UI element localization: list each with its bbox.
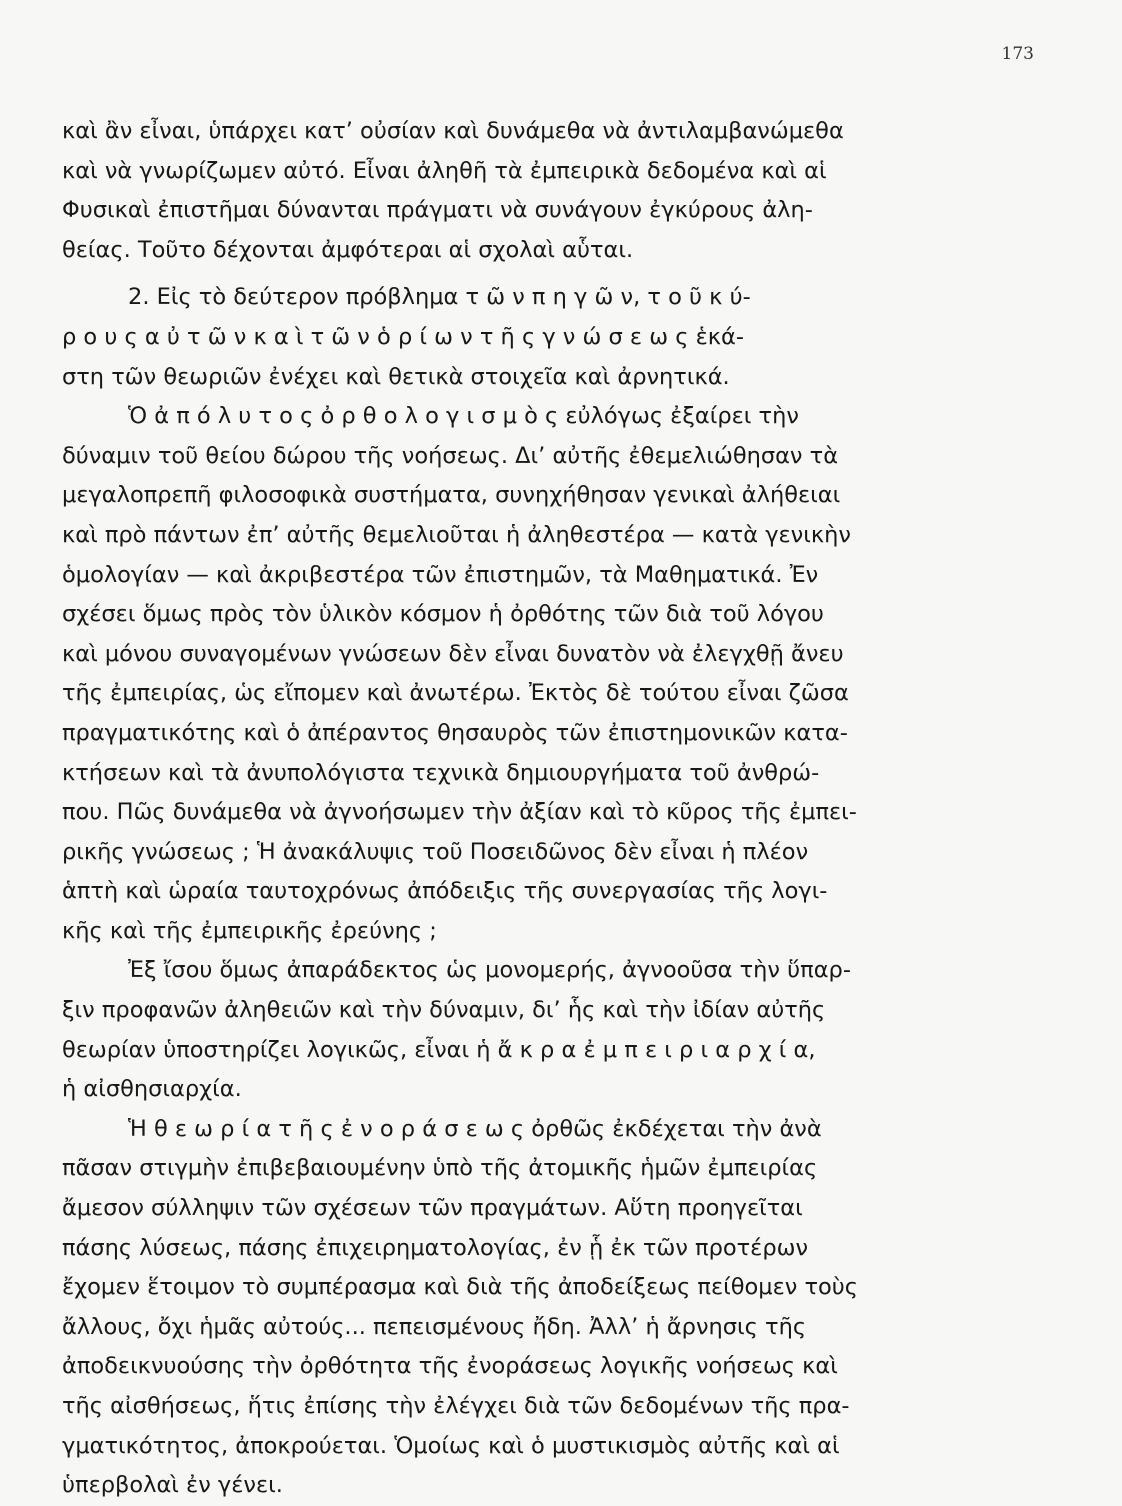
text-line: που. Πῶς δυνάμεθα νὰ ἀγνοήσωμεν τὴν ἀξίαν καὶ τὸ κῦρος τῆς ἐμπει- [62,799,857,826]
text-line: ἁπτὴ καὶ ὡραία ταυτοχρόνως ἀπόδειξις τῆς συνεργασίας τῆς λογι- [62,878,828,905]
text-line: καὶ πρὸ πάντων ἐπ’ αὐτῆς θεμελιοῦται ἡ ἀληθεστέρα — κατὰ γενικὴν [62,521,851,548]
text-line: ἄλλους, ὄχι ἡμᾶς αὐτούς... πεπεισμένους ἤδη. Ἀλλ’ ἡ ἄρνησις τῆς [62,1313,807,1340]
text-line: καὶ μόνου συναγομένων γνώσεων δὲν εἶναι δυνατὸν νὰ ἐλεγχθῇ ἄνευ [62,640,844,667]
text-line: δύναμιν τοῦ θείου δώρου τῆς νοήσεως. Δι’ αὐτῆς ἐθεμελιώθησαν τὰ [62,442,839,469]
text-line: τῆς αἰσθήσεως, ἥτις ἐπίσης τὴν ἐλέγχει διὰ τῶν δεδομένων τῆς πρα- [62,1393,850,1419]
text-line: καὶ νὰ γνωρίζωμεν αὐτό. Εἶναι ἀληθῆ τὰ ἐμπειρικὰ δεδομένα καὶ αἱ [62,157,827,184]
text-line: στη τῶν θεωριῶν ἐνέχει καὶ θετικὰ στοιχεῖα καὶ ἀρνητικά. [62,363,730,390]
text-line: πάσης λύσεως, πάσης ἐπιχειρηματολογίας, ἐν ᾗ ἐκ τῶν προτέρων [62,1234,809,1261]
paragraph-start-line: Ἡ θ ε ω ρ ί α τ ῆ ς ἐ ν ο ρ ά σ ε ω ς ὀρθῶς ἐκδέχεται τὴν ἀνὰ [128,1115,822,1142]
text-line: Φυσικαὶ ἐπιστῆμαι δύνανται πράγματι νὰ συνάγουν ἐγκύρους ἀλη- [62,197,813,224]
text-line: θεωρίαν ὑποστηρίζει λογικῶς, εἶναι ἡ ἄ κ ρ α ἐ μ π ε ι ρ ι α ρ χ ί α, [62,1036,816,1063]
text-line: γματικότητος, ἀποκρούεται. Ὁμοίως καὶ ὁ μυστικισμὸς αὐτῆς καὶ αἱ [62,1432,840,1459]
text-line: ρικῆς γνώσεως ; Ἡ ἀνακάλυψις τοῦ Ποσειδῶνος δὲν εἶναι ἡ πλέον [62,838,809,865]
text-line: ρ ο υ ς α ὐ τ ῶ ν κ α ὶ τ ῶ ν ὁ ρ ί ω ν τ ῆ ς γ ν ώ σ ε ω ς ἑκά- [62,323,744,350]
text-line: πραγματικότης καὶ ὁ ἀπέραντος θησαυρὸς τῶν ἐπιστημονικῶν κατα- [62,719,848,746]
text-line: κῆς καὶ τῆς ἐμπειρικῆς ἐρεύνης ; [62,917,437,944]
paragraph-start-line: Ὁ ἀ π ό λ υ τ ο ς ὀ ρ θ ο λ ο γ ι σ μ ὸ ς εὐλόγως ἐξαίρει τὴν [128,403,799,430]
text-line: ὁμολογίαν — καὶ ἀκριβεστέρα τῶν ἐπιστημῶν, τὰ Μαθηματικά. Ἐν [62,561,819,588]
text-line: ὑπερβολαὶ ἐν γένει. [62,1472,283,1499]
text-line: ἡ αἰσθησιαρχία. [62,1076,242,1103]
text-line: πᾶσαν στιγμὴν ἐπιβεβαιουμένην ὑπὸ τῆς ἀτομικῆς ἡμῶν ἐμπειρίας [62,1155,818,1182]
text-line: ἄμεσον σύλληψιν τῶν σχέσεων τῶν πραγμάτων. Αὕτη προηγεῖται [62,1195,803,1222]
text-line: σχέσει ὅμως πρὸς τὸν ὑλικὸν κόσμον ἡ ὀρθότης τῶν διὰ τοῦ λόγου [62,601,824,628]
text-line: ἀποδεικνυούσης τὴν ὀρθότητα τῆς ἐνοράσεως λογικῆς νοήσεως καὶ [62,1353,838,1380]
text-body [62,112,1062,1506]
page-number: 173 [1001,44,1034,64]
text-line: καὶ ἂν εἶναι, ὑπάρχει κατ’ οὐσίαν καὶ δυνάμεθα νὰ ἀντιλαμβανώμεθα [62,118,844,144]
paragraph-start-line: 2. Εἰς τὸ δεύτερον πρόβλημα τ ῶ ν π η γ ῶ ν, τ ο ῦ κ ύ- [128,284,751,311]
text-line: μεγαλοπρεπῆ φιλοσοφικὰ συστήματα, συνηχήθησαν γενικαὶ ἀλήθειαι [62,482,841,509]
text-line: κτήσεων καὶ τὰ ἀνυπολόγιστα τεχνικὰ δημιουργήματα τοῦ ἀνθρώ- [62,759,820,786]
text-line: θείας. Τοῦτο δέχονται ἀμφότεραι αἱ σχολαὶ αὗται. [62,236,634,263]
text-line: τῆς ἐμπειρίας, ὡς εἴπομεν καὶ ἀνωτέρω. Ἐκτὸς δὲ τούτου εἶναι ζῶσα [62,680,849,707]
text-line: ἔχομεν ἕτοιμον τὸ συμπέρασμα καὶ διὰ τῆς ἀποδείξεως πείθομεν τοὺς [62,1274,859,1301]
text-line: ξιν προφανῶν ἀληθειῶν καὶ τὴν δύναμιν, δι’ ἧς καὶ τὴν ἰδίαν αὐτῆς [62,997,826,1024]
paragraph-start-line: Ἐξ ἴσου ὅμως ἀπαράδεκτος ὡς μονομερής, ἀγνοοῦσα τὴν ὕπαρ- [128,957,851,984]
